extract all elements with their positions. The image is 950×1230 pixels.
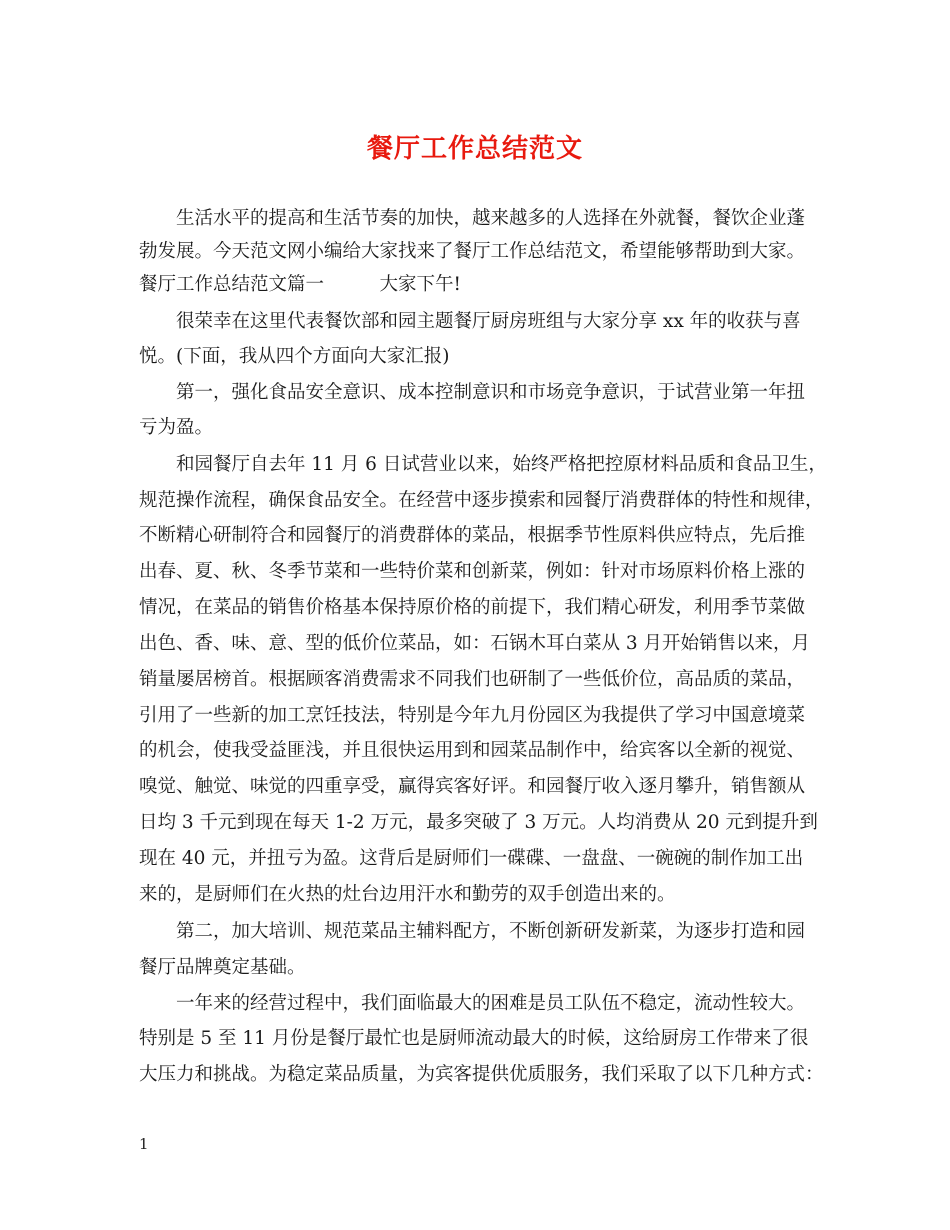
body-line: 生活水平的提高和生活节奏的加快，越来越多的人选择在外就餐，餐饮企业蓬	[139, 208, 806, 229]
body-line: 餐厅品牌奠定基础。	[139, 957, 306, 978]
body-line: 和园餐厅自去年 11 月 6 日试营业以来，始终严格把控原材料品质和食品卫生，	[139, 454, 827, 475]
body-line: 餐厅工作总结范文篇一 大家下午!	[139, 274, 461, 295]
document-title: 餐厅工作总结范文	[366, 134, 583, 164]
body-line: 不断精心研制符合和园餐厅的消费群体的菜品，根据季节性原料供应特点，先后推	[139, 525, 806, 546]
body-line: 日均 3 千元到现在每天 1-2 万元，最多突破了 3 万元。人均消费从 20 元到提升到	[139, 812, 818, 833]
body-line: 第二，加大培训、规范菜品主辅料配方，不断创新研发新菜，为逐步打造和园	[139, 921, 806, 942]
body-line: 销量屡居榜首。根据顾客消费需求不同我们也研制了一些低价位，高品质的菜品，	[139, 669, 806, 690]
body-line: 勃发展。今天范文网小编给大家找来了餐厅工作总结范文，希望能够帮助到大家。	[139, 241, 806, 262]
page-number: 1	[139, 1135, 149, 1153]
body-line: 出春、夏、秋、冬季节菜和一些特价菜和创新菜，例如：针对市场原料价格上涨的	[139, 561, 806, 582]
body-line: 悦。(下面，我从四个方面向大家汇报)	[139, 346, 450, 367]
body-line: 情况，在菜品的销售价格基本保持原价格的前提下，我们精心研发，利用季节菜做	[139, 597, 806, 618]
body-line: 大压力和挑战。为稳定菜品质量，为宾客提供优质服务，我们采取了以下几种方式：	[139, 1064, 824, 1085]
body-line: 很荣幸在这里代表餐饮部和园主题餐厅厨房班组与大家分享 xx 年的收获与喜	[139, 311, 801, 332]
body-line: 亏为盈。	[139, 417, 214, 438]
body-line: 来的，是厨师们在火热的灶台边用汗水和勤劳的双手创造出来的。	[139, 884, 676, 905]
body-line: 引用了一些新的加工烹饪技法，特别是今年九月份园区为我提供了学习中国意境菜	[139, 705, 806, 726]
body-line: 出色、香、味、意、型的低价位菜品，如：石锅木耳白菜从 3 月开始销售以来，月	[139, 633, 811, 654]
body-line: 规范操作流程，确保食品安全。在经营中逐步摸索和园餐厅消费群体的特性和规律，	[139, 490, 824, 511]
body-line: 现在 40 元，并扭亏为盈。这背后是厨师们一碟碟、一盘盘、一碗碗的制作加工出	[139, 848, 804, 869]
body-line: 嗅觉、触觉、味觉的四重享受，赢得宾客好评。和园餐厅收入逐月攀升，销售额从	[139, 776, 806, 797]
body-line: 第一，强化食品安全意识、成本控制意识和市场竞争意识，于试营业第一年扭	[139, 382, 806, 403]
body-line: 特别是 5 至 11 月份是餐厅最忙也是厨师流动最大的时候，这给厨房工作带来了很	[139, 1028, 809, 1049]
body-line: 一年来的经营过程中，我们面临最大的困难是员工队伍不稳定，流动性较大。	[139, 993, 806, 1014]
body-line: 的机会，使我受益匪浅，并且很快运用到和园菜品制作中，给宾客以全新的视觉、	[139, 740, 806, 761]
